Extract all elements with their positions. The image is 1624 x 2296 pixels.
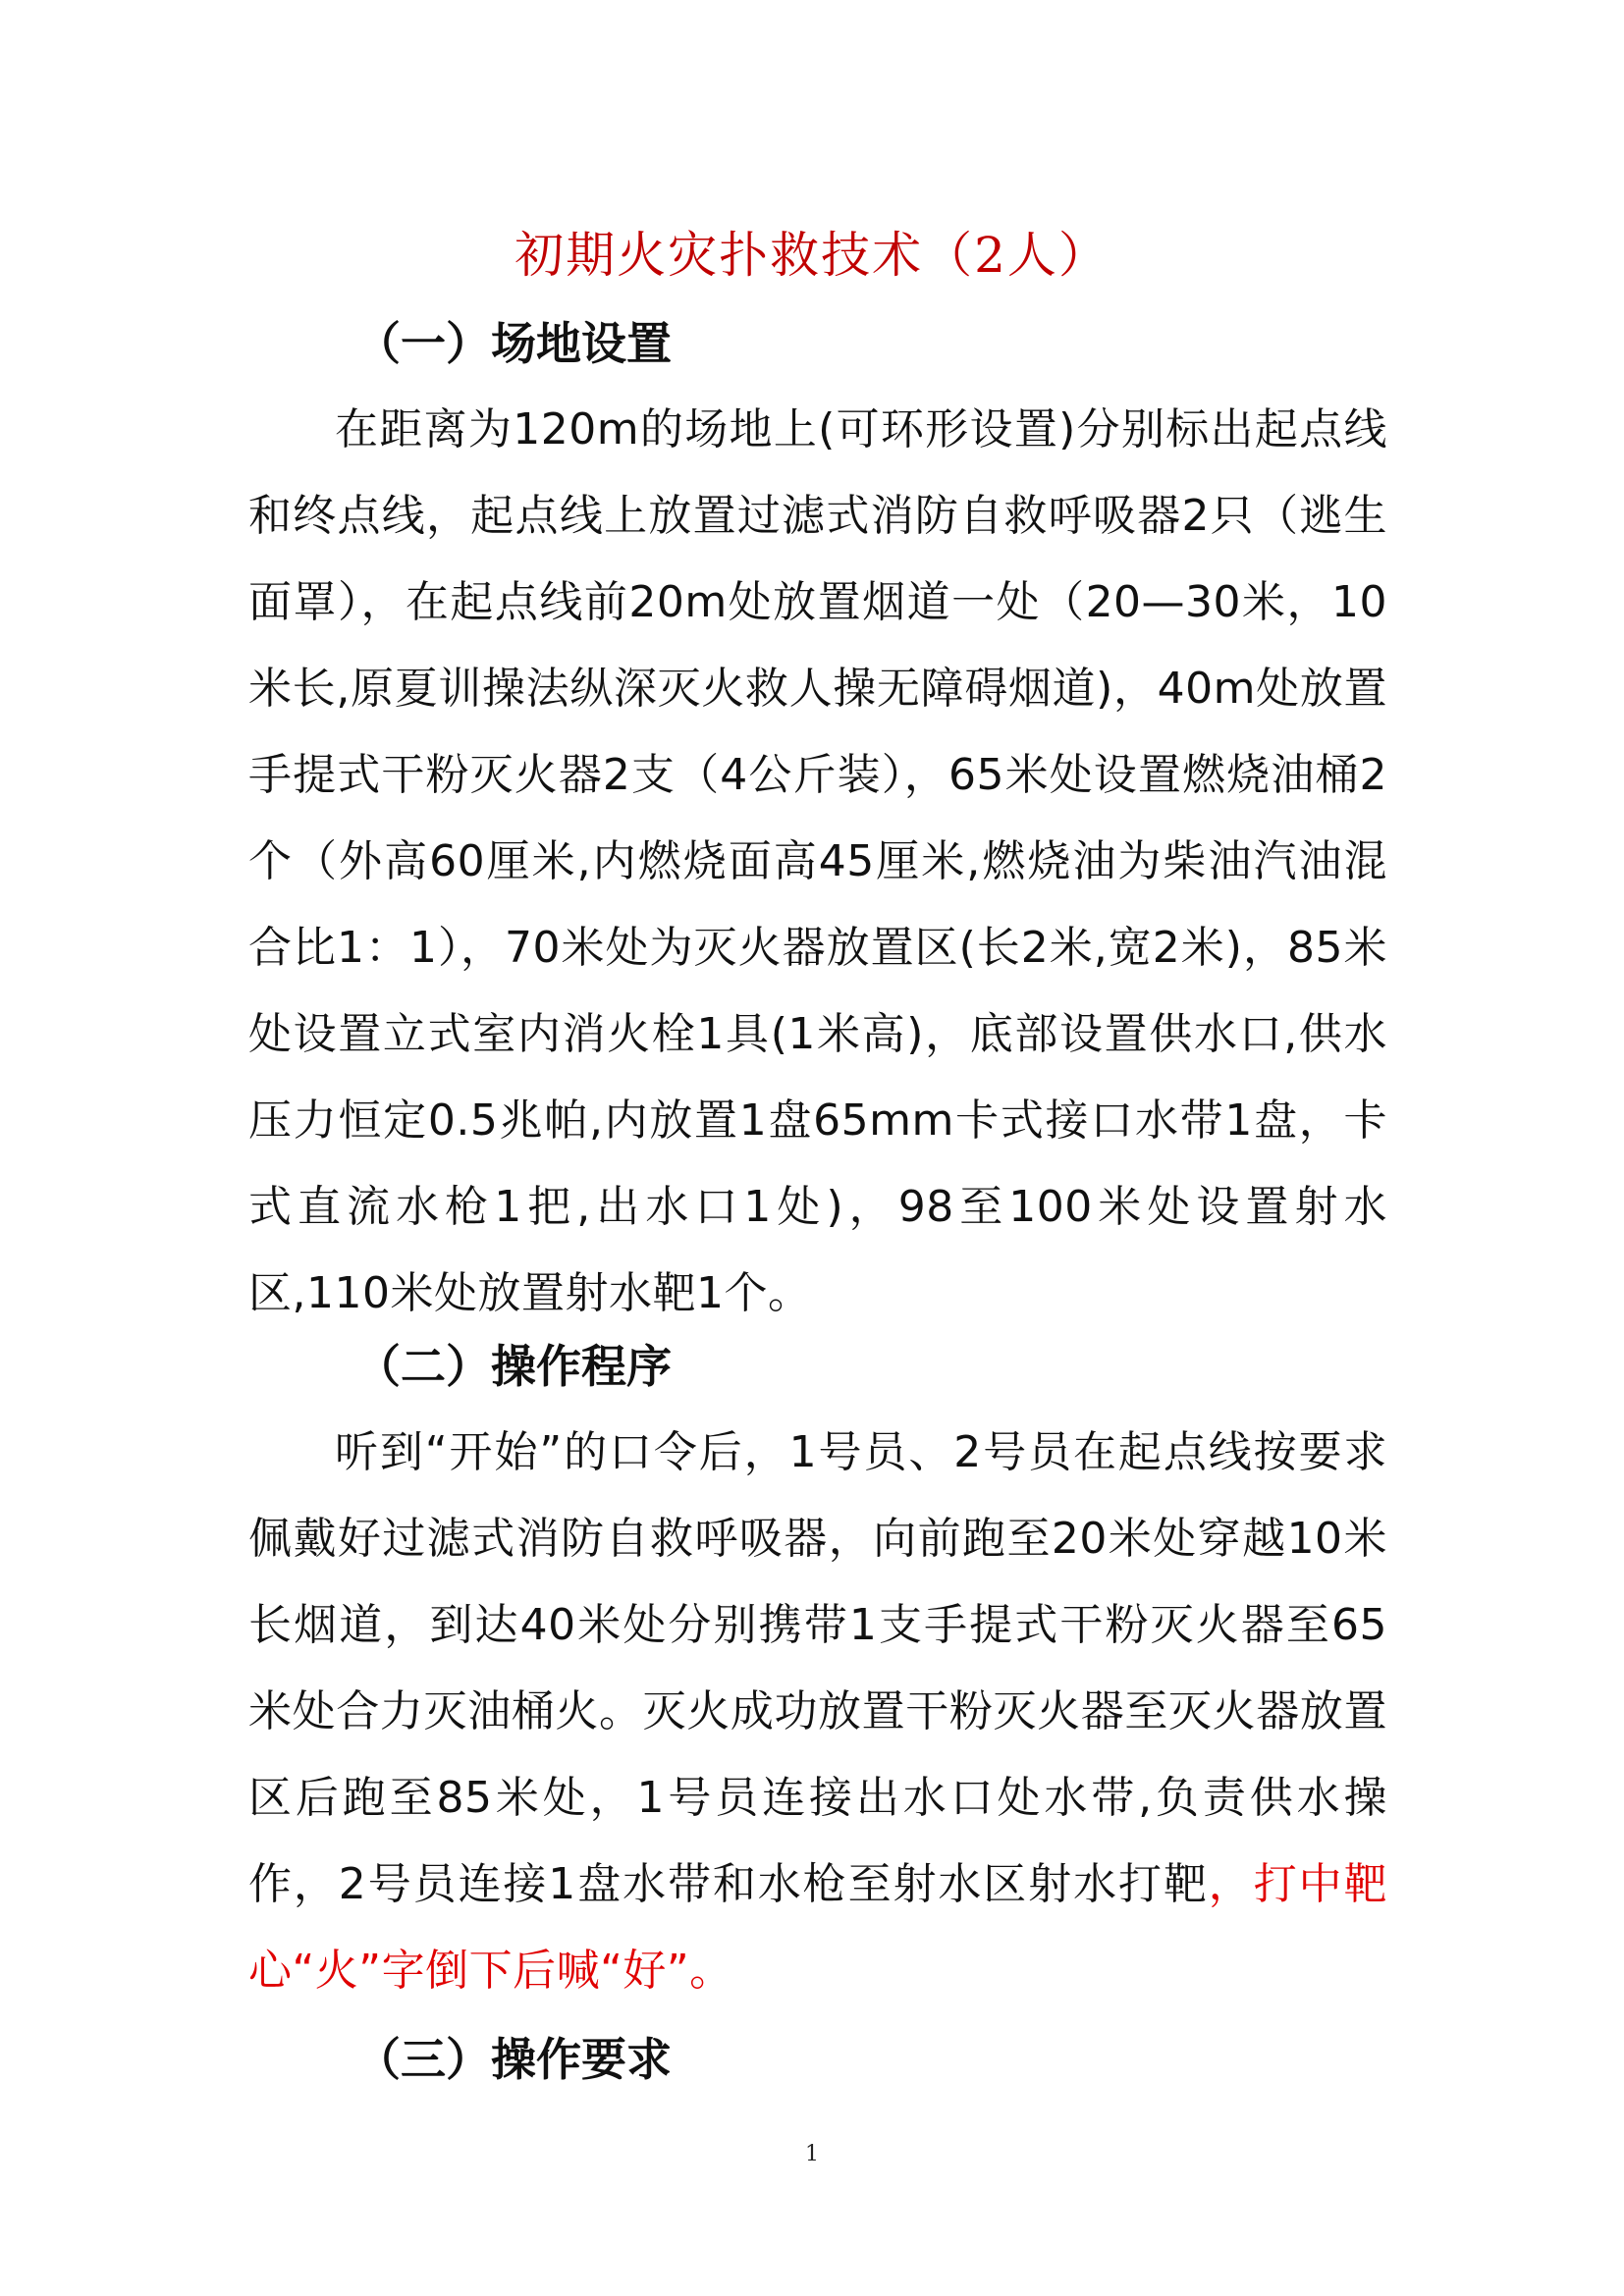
procedure-text: 听到“开始”的口令后，1号员、2号员在起点线按要求佩戴好过滤式消防自救呼吸器，向前跑至20米处穿越10米长烟道，到达40米处分别携带1支手提式干粉灭火器至65米处合力灭油桶火。灭火成功放置干粉灭火器至灭火器放置区后跑至85米处，1号员连接出水口处水带,负责供水操作，2号员连接1盘水带和水枪至射水区射水打靶 (248, 1427, 1387, 1909)
page-number: 1 (805, 2142, 819, 2166)
section-heading-requirements: （三）操作要求 (355, 2033, 672, 2086)
procedure-paragraph (248, 1410, 1387, 2014)
site-setup-paragraph: 在距离为120m的场地上(可环形设置)分别标出起点线和终点线，起点线上放置过滤式消防自救呼吸器2只（逃生面罩），在起点线前20m处放置烟道一处（20—30米，10米长,原夏训操法纵深灭火救人操无障碍烟道)，40m处放置手提式干粉灭火器2支（4公斤装），65米处设置燃烧油桶2个（外高60厘米,内燃烧面高45厘米,燃烧油为柴油汽油混合比1：1），70米处为灭火器放置区(长2米,宽2米)，85米处设置立式室内消火栓1具(1米高)，底部设置供水口,供水压力恒定0.5兆帕,内放置1盘65mm卡式接口水带1盘，卡式直流水枪1把,出水口1处)，98至100米处设置射水区,110米处放置射水靶1个。 (248, 404, 1387, 1318)
document-title: 初期火灾扑救技术（2人） (514, 227, 1110, 284)
section-heading-procedure: （二）操作程序 (355, 1340, 672, 1393)
section-heading-site-setup: （一）场地设置 (355, 317, 672, 370)
procedure-highlight-text: ，打中靶心“火”字倒下后喊“好”。 (248, 1859, 1387, 1996)
